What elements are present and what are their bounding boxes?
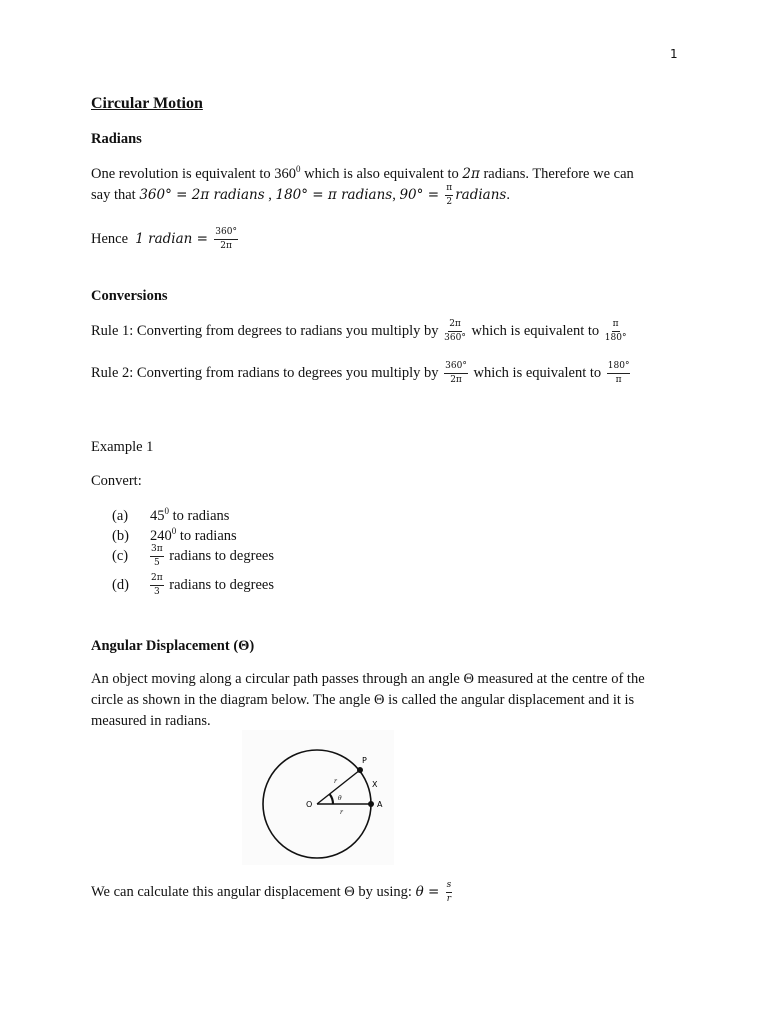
label-a: A [377,800,383,809]
text-span: which is also equivalent to [300,165,459,182]
point-a [368,801,374,807]
fraction-2pi-over-360 [444,320,466,343]
radians-word: radians [455,186,507,203]
item-label: (a) [112,507,129,524]
formula-lhs: θ = [415,883,444,900]
convert-label: Convert: [91,473,142,489]
fraction-2pi-over-3 [150,574,164,597]
two-pi-math: 2π [462,165,480,182]
equation-360: 360° = 2π radians [139,186,265,203]
label-p: P [362,756,367,765]
text-span: One revolution is equivalent to 360 [91,165,296,182]
hence-label: Hence [91,230,129,247]
rule-2-mid: which is equivalent to [473,364,602,381]
angular-heading: Angular Displacement (Θ) [91,638,255,654]
fraction-numerator: 2π [150,574,164,586]
fraction-180-over-pi [607,362,631,385]
superscript: 0 [164,506,169,516]
fraction-denominator: 2π [450,375,462,385]
fraction-numerator: 360° [214,228,238,240]
circle-diagram [242,730,394,865]
one-radian-math: 1 radian = [135,230,213,247]
list-item [112,545,274,568]
angular-paragraph-line1: An object moving along a circular path passes through an angle Θ measured at the centre of the [91,671,645,687]
fraction-s-over-r [446,881,453,904]
label-r-lower: r [340,809,343,816]
label-o: O [306,800,313,809]
rule-1 [91,320,628,343]
fraction-denominator: π [615,375,622,385]
formula-text: We can calculate this angular displacement Θ by using: [91,883,412,900]
fraction-denominator: 3 [153,587,160,597]
separator: , [392,186,400,203]
fraction-numerator: 3π [150,545,164,557]
fraction-numerator: π [445,184,453,196]
item-text: to radians [176,527,237,544]
radians-paragraph-line2 [91,184,510,207]
fraction-denominator: 2π [220,241,232,251]
point-p [357,767,363,773]
label-r-upper: r [334,778,337,785]
fraction-numerator: 180° [607,362,631,374]
rule-2-text: Rule 2: Converting from radians to degrees you multiply by [91,364,439,381]
fraction-pi-over-180 [605,320,627,343]
item-text: radians to degrees [165,576,274,593]
fraction-360-over-2pi [214,228,238,251]
formula-line [91,881,454,904]
fraction-pi-over-2 [445,184,453,207]
angular-paragraph-line2: circle as shown in the diagram below. The angle Θ is called the angular displacement and it is [91,692,635,708]
page-title: Circular Motion [91,95,203,112]
fraction-360-over-2pi [444,362,468,385]
item-value: 45 [150,507,165,524]
list-item [112,526,237,545]
list-item [112,506,229,525]
radians-paragraph-line1 [91,164,634,183]
period: . [506,186,510,203]
item-label: (d) [112,576,129,593]
equation-180: 180° = π radians [275,186,393,203]
item-label: (b) [112,527,129,544]
fraction-denominator: 5 [153,558,160,568]
fraction-numerator: 360° [444,362,468,374]
radians-heading: Radians [91,131,142,147]
superscript: 0 [295,164,301,174]
equation-90: 90° = [399,186,444,203]
text-span: say that [91,186,140,203]
list-item [112,574,274,597]
text-span: radians. Therefore we can [479,165,634,182]
rule-1-mid: which is equivalent to [471,322,600,339]
rule-1-text: Rule 1: Converting from degrees to radians you multiply by [91,322,439,339]
hence-line [91,228,240,251]
separator: , [264,186,276,203]
item-label: (c) [112,547,129,564]
label-theta: θ [338,795,342,802]
fraction-numerator: 2π [448,320,462,332]
angular-paragraph-line3: measured in radians. [91,713,211,729]
item-text: radians to degrees [165,547,274,564]
example-heading: Example 1 [91,439,154,455]
label-x: X [372,780,378,789]
fraction-denominator: r [446,894,452,904]
fraction-denominator: 360° [444,333,466,343]
superscript: 0 [171,526,177,536]
fraction-denominator: 180° [604,333,627,343]
conversions-heading: Conversions [91,288,168,304]
fraction-denominator: 2 [446,197,453,207]
fraction-3pi-over-5 [150,545,164,568]
fraction-numerator: s [446,881,453,893]
item-text: to radians [169,507,230,524]
item-value: 240 [150,527,172,544]
rule-2 [91,362,632,385]
page-number: 1 [670,47,678,61]
fraction-numerator: π [612,320,620,332]
